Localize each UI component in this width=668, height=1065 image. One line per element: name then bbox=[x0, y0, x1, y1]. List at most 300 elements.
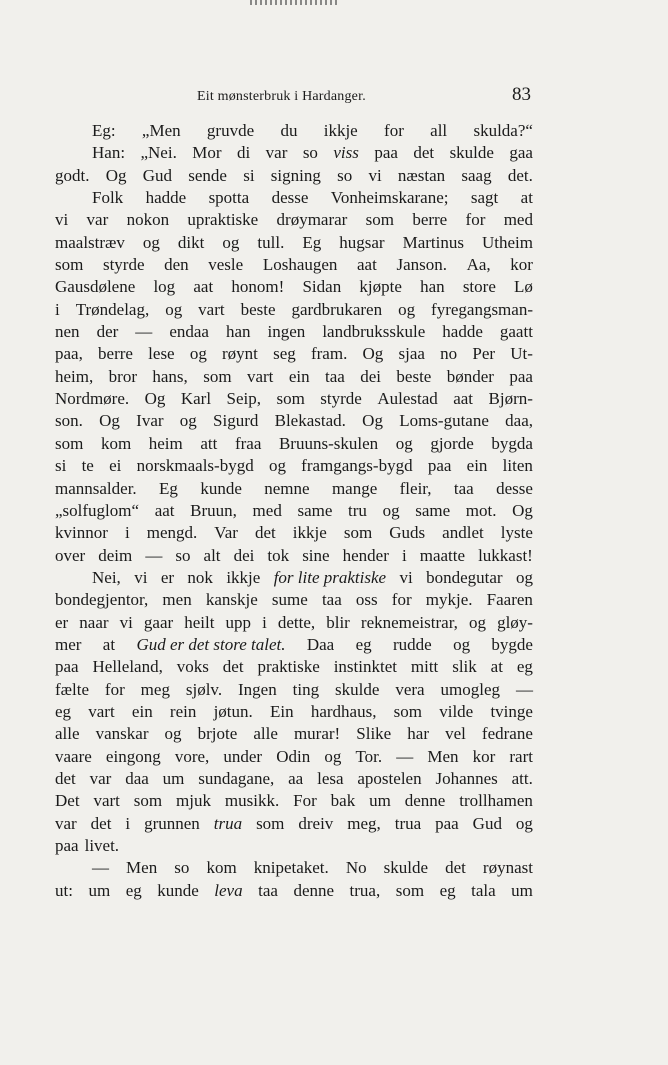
body-text bbox=[55, 120, 533, 902]
word: var bbox=[55, 813, 77, 833]
word: sende bbox=[188, 165, 227, 185]
word: hender bbox=[342, 545, 389, 565]
word: med bbox=[503, 210, 533, 230]
word: eg bbox=[439, 880, 456, 900]
text-line bbox=[55, 120, 533, 142]
word: dei bbox=[360, 366, 382, 386]
word: for bbox=[391, 590, 412, 610]
text-line bbox=[55, 813, 533, 835]
word: heim, bbox=[55, 366, 94, 386]
word: gaar bbox=[143, 612, 174, 632]
word: nokon bbox=[126, 210, 170, 230]
word: tru bbox=[348, 500, 367, 520]
text-line bbox=[55, 455, 533, 477]
word: honom! bbox=[231, 277, 285, 297]
word: og bbox=[395, 433, 413, 453]
word: um bbox=[88, 880, 111, 900]
word: meg, bbox=[347, 813, 381, 833]
word: vi bbox=[368, 165, 382, 185]
word: Loshaugen bbox=[262, 255, 338, 275]
word: Slike bbox=[356, 724, 392, 744]
text-line bbox=[55, 410, 533, 432]
word: rein bbox=[169, 701, 197, 721]
word: dikt bbox=[177, 232, 205, 252]
word: taa bbox=[325, 366, 345, 386]
word: vart bbox=[246, 366, 274, 386]
word: Sidan bbox=[302, 277, 342, 297]
word: det bbox=[55, 768, 76, 788]
text-line bbox=[55, 634, 533, 656]
word: at bbox=[520, 188, 533, 208]
word: ein bbox=[466, 456, 488, 476]
word: og bbox=[515, 567, 533, 587]
word: og bbox=[142, 232, 160, 252]
word: som bbox=[343, 523, 373, 543]
word: andlet bbox=[442, 523, 484, 543]
word: Trøndelag, bbox=[75, 299, 150, 319]
word: deim bbox=[98, 545, 133, 565]
word: blir bbox=[326, 612, 350, 632]
word: paa bbox=[55, 657, 79, 677]
word: og bbox=[164, 724, 182, 744]
word: Daa bbox=[306, 634, 335, 654]
word: næstan bbox=[397, 165, 446, 185]
word: Men bbox=[126, 858, 158, 878]
word: og bbox=[382, 500, 400, 520]
word: Han: bbox=[92, 143, 126, 163]
word: fedrane bbox=[481, 724, 533, 744]
word: praktiske bbox=[257, 657, 320, 677]
word: brjote bbox=[197, 724, 238, 744]
word: vi bbox=[134, 567, 148, 587]
word: og bbox=[268, 456, 286, 476]
word: bygde bbox=[491, 634, 533, 654]
word: over bbox=[55, 545, 86, 565]
text-line bbox=[55, 880, 533, 902]
word: sundagane, bbox=[198, 768, 275, 788]
word: Aulestad bbox=[377, 389, 438, 409]
word: um bbox=[369, 791, 391, 811]
word: so bbox=[175, 545, 191, 565]
word: vanskar bbox=[95, 724, 149, 744]
word: Og bbox=[362, 411, 383, 431]
word: som bbox=[203, 366, 232, 386]
scan-artifact bbox=[250, 0, 340, 5]
word: Nei, bbox=[92, 567, 121, 587]
word: sagt bbox=[470, 188, 499, 208]
text-line bbox=[55, 321, 533, 343]
word: Gausdølene bbox=[55, 277, 136, 297]
word: mot. bbox=[465, 500, 497, 520]
word: eg bbox=[355, 634, 372, 654]
word: vart bbox=[198, 299, 225, 319]
word: med bbox=[252, 500, 282, 520]
text-line bbox=[55, 165, 533, 187]
word: som bbox=[393, 701, 423, 721]
word: for bbox=[465, 210, 486, 230]
text-line bbox=[55, 388, 533, 410]
word: Guds bbox=[389, 523, 426, 543]
text-line bbox=[55, 276, 533, 298]
word: ingen bbox=[267, 322, 306, 342]
word: upraktiske bbox=[187, 210, 259, 230]
word: drøymarar bbox=[276, 210, 348, 230]
word: saag bbox=[461, 165, 492, 185]
text-line bbox=[55, 701, 533, 723]
word: alle bbox=[55, 724, 80, 744]
word: Per bbox=[472, 344, 496, 364]
word: vi bbox=[399, 567, 413, 587]
word: og bbox=[165, 299, 183, 319]
word: framgangs-bygd bbox=[301, 456, 413, 476]
word: det. bbox=[507, 165, 533, 185]
word: rudde bbox=[392, 634, 432, 654]
word: mitt bbox=[410, 657, 439, 677]
word: store bbox=[462, 277, 496, 297]
word: bondegjentor, bbox=[55, 590, 149, 610]
word: ut: bbox=[55, 880, 73, 900]
running-title: Eit mønsterbruk i Hardanger. bbox=[197, 89, 366, 104]
word: lesa bbox=[317, 768, 344, 788]
word: gløy- bbox=[497, 612, 533, 632]
word: — bbox=[92, 858, 109, 878]
text-line bbox=[55, 835, 533, 857]
word: var bbox=[89, 768, 112, 788]
word: att bbox=[200, 433, 218, 453]
word: aat bbox=[357, 255, 377, 275]
text-line bbox=[55, 679, 533, 701]
italic-word: for lite praktiske bbox=[273, 567, 387, 587]
word: kom bbox=[206, 858, 237, 878]
word: Blekastad. bbox=[274, 411, 346, 431]
word: mengd. bbox=[146, 523, 198, 543]
word: maatte bbox=[419, 545, 466, 565]
word: i bbox=[125, 813, 131, 833]
word: all bbox=[430, 121, 448, 140]
word: Og bbox=[512, 500, 533, 520]
word: Eg: bbox=[92, 121, 116, 140]
word: att. bbox=[511, 768, 533, 788]
word: so bbox=[337, 165, 353, 185]
word: Vonheimskarane; bbox=[330, 188, 449, 208]
word: kor bbox=[510, 255, 533, 275]
word: røynast bbox=[482, 858, 533, 878]
word: upp bbox=[225, 612, 252, 632]
word: for bbox=[104, 679, 125, 699]
word: vart bbox=[93, 791, 120, 811]
text-line bbox=[55, 790, 533, 812]
text-line bbox=[55, 612, 533, 634]
word: vi bbox=[119, 612, 133, 632]
word: hardhaus, bbox=[310, 701, 377, 721]
word: umogleg bbox=[440, 679, 501, 699]
word: du bbox=[280, 121, 298, 140]
word: hadde bbox=[442, 322, 483, 342]
word: denne bbox=[404, 791, 446, 811]
word: som bbox=[133, 791, 163, 811]
word: hadde bbox=[145, 188, 187, 208]
word: Tor. bbox=[355, 746, 383, 766]
word: men bbox=[162, 590, 192, 610]
word: Bruun, bbox=[190, 500, 237, 520]
word: han bbox=[420, 277, 445, 297]
word: Nordmøre. bbox=[55, 389, 130, 409]
word: vart bbox=[88, 701, 115, 721]
word: kunde bbox=[200, 478, 242, 498]
text-line bbox=[55, 500, 533, 522]
word: paa bbox=[435, 813, 459, 833]
word: heim bbox=[148, 433, 183, 453]
word: mjuk bbox=[176, 791, 211, 811]
word: gaa bbox=[509, 143, 533, 163]
word: og bbox=[398, 299, 416, 319]
word: Helleland, bbox=[92, 657, 163, 677]
word: Eg bbox=[159, 478, 178, 498]
word: det bbox=[445, 858, 466, 878]
word: gjorde bbox=[430, 433, 474, 453]
word: aat bbox=[453, 389, 474, 409]
text-line bbox=[55, 768, 533, 790]
word: gaatt bbox=[499, 322, 533, 342]
word: mykje. bbox=[425, 590, 473, 610]
word: spotta bbox=[208, 188, 250, 208]
text-line bbox=[55, 857, 533, 879]
word: „Men bbox=[141, 121, 181, 140]
italic-word: Gud er det store talet. bbox=[136, 634, 286, 654]
word: fram. bbox=[310, 344, 348, 364]
word: voks bbox=[176, 657, 209, 677]
word: Utheim bbox=[482, 232, 533, 252]
text-line bbox=[55, 187, 533, 209]
word: dette, bbox=[277, 612, 316, 632]
word: lyste bbox=[500, 523, 533, 543]
word: som bbox=[55, 255, 84, 275]
word: har bbox=[407, 724, 429, 744]
word: kvinnor bbox=[55, 523, 108, 543]
text-line bbox=[55, 567, 533, 589]
word: tok bbox=[267, 545, 290, 565]
word: der bbox=[96, 322, 119, 342]
word: — bbox=[396, 746, 414, 766]
word: Ut- bbox=[510, 344, 533, 364]
text-line bbox=[55, 343, 533, 365]
word: fleir, bbox=[399, 478, 432, 498]
word: Folk bbox=[92, 188, 124, 208]
word: musikk. bbox=[224, 791, 280, 811]
word: mannsalder. bbox=[55, 478, 137, 498]
word: Aa, bbox=[466, 255, 491, 275]
word: signing bbox=[270, 165, 321, 185]
word: kunde bbox=[157, 880, 199, 900]
word: taa bbox=[453, 478, 474, 498]
word: hugsar bbox=[339, 232, 385, 252]
word: eg bbox=[125, 880, 142, 900]
word: det bbox=[254, 523, 276, 543]
word: aat bbox=[154, 500, 175, 520]
word: vaare bbox=[55, 746, 92, 766]
word: godt. bbox=[55, 165, 90, 185]
text-line bbox=[55, 656, 533, 678]
word: ei bbox=[109, 456, 122, 476]
word: som bbox=[55, 433, 84, 453]
word: liten bbox=[502, 456, 533, 476]
word: Og bbox=[99, 411, 120, 431]
word: Martinus bbox=[402, 232, 464, 252]
word: vel bbox=[445, 724, 466, 744]
word: berre bbox=[98, 344, 133, 364]
word: trua, bbox=[349, 880, 381, 900]
word: eg bbox=[516, 657, 533, 677]
word: i bbox=[124, 523, 130, 543]
word: bondegutar bbox=[426, 567, 503, 587]
page-number: 83 bbox=[512, 84, 531, 105]
word: Det bbox=[55, 791, 80, 811]
word: som bbox=[256, 813, 285, 833]
word: denne bbox=[293, 880, 335, 900]
word: rart bbox=[509, 746, 533, 766]
word: kom bbox=[100, 433, 132, 453]
word: For bbox=[293, 791, 317, 811]
word: te bbox=[81, 456, 94, 476]
word: Bruuns-skulen bbox=[278, 433, 379, 453]
word: lukkast! bbox=[478, 545, 533, 565]
word: fælte bbox=[55, 679, 89, 699]
word: daa, bbox=[505, 411, 533, 431]
word: eingong bbox=[105, 746, 161, 766]
word: Ein bbox=[270, 701, 294, 721]
word: var bbox=[265, 143, 288, 163]
text-line bbox=[55, 522, 533, 544]
word: bygda bbox=[491, 433, 533, 453]
word: tvinge bbox=[490, 701, 533, 721]
word: som bbox=[276, 389, 305, 409]
italic-word: leva bbox=[214, 880, 243, 900]
word: er bbox=[55, 612, 69, 632]
word: hans, bbox=[152, 366, 188, 386]
word: Mor bbox=[192, 143, 222, 163]
word: berre bbox=[412, 210, 448, 230]
word: instinktet bbox=[333, 657, 397, 677]
word: paa, bbox=[55, 344, 83, 364]
word: Ingen bbox=[238, 679, 277, 699]
word: ikkje bbox=[292, 523, 327, 543]
word: oss bbox=[355, 590, 378, 610]
word: nok bbox=[187, 567, 213, 587]
word: dreiv bbox=[298, 813, 334, 833]
word: at bbox=[102, 634, 116, 654]
word: paa bbox=[374, 143, 398, 163]
word: alle bbox=[253, 724, 278, 744]
text-line bbox=[55, 142, 533, 164]
word: beste bbox=[240, 299, 276, 319]
word: under bbox=[223, 746, 263, 766]
word: paa bbox=[509, 366, 533, 386]
word: Og bbox=[362, 344, 384, 364]
word: „Nei. bbox=[140, 143, 177, 163]
word: ein bbox=[131, 701, 153, 721]
word: No bbox=[345, 858, 367, 878]
text-line bbox=[55, 254, 533, 276]
word: naar bbox=[79, 612, 109, 632]
word: Ivar bbox=[136, 411, 164, 431]
word: seg bbox=[273, 344, 296, 364]
word: Lø bbox=[514, 277, 533, 297]
word: skulda?“ bbox=[473, 121, 533, 140]
word: son. bbox=[55, 411, 83, 431]
text-line bbox=[55, 209, 533, 231]
word: norskmaals-bygd bbox=[136, 456, 254, 476]
word: ikkje bbox=[226, 567, 261, 587]
word: apostelen bbox=[357, 768, 422, 788]
word: daa bbox=[125, 768, 149, 788]
word: Odin bbox=[276, 746, 311, 766]
word: same bbox=[415, 500, 451, 520]
word: tala bbox=[471, 880, 496, 900]
word: kor bbox=[472, 746, 496, 766]
word: var bbox=[86, 210, 109, 230]
word: — bbox=[135, 322, 153, 342]
text-line bbox=[55, 478, 533, 500]
word: at bbox=[490, 657, 503, 677]
word: er bbox=[160, 567, 175, 587]
word: kanskje bbox=[205, 590, 258, 610]
italic-word: trua bbox=[213, 813, 243, 833]
word: di bbox=[236, 143, 251, 163]
word: gruvde bbox=[206, 121, 255, 140]
word: Loms-gutane bbox=[399, 411, 489, 431]
word: Seip, bbox=[226, 389, 262, 409]
word: som bbox=[365, 210, 394, 230]
word: og bbox=[222, 232, 240, 252]
word: i bbox=[401, 545, 407, 565]
word: røynt bbox=[222, 344, 258, 364]
word: kjøpte bbox=[359, 277, 402, 297]
text-line bbox=[55, 299, 533, 321]
word: si bbox=[55, 456, 67, 476]
word: landbruksskule bbox=[322, 322, 426, 342]
word: taa bbox=[258, 880, 278, 900]
word: og bbox=[453, 634, 471, 654]
word: murar! bbox=[293, 724, 341, 744]
word: um bbox=[162, 768, 185, 788]
word: fyregangsman- bbox=[431, 299, 533, 319]
word: livet. bbox=[84, 836, 120, 855]
word: beste bbox=[396, 366, 432, 386]
word: taa bbox=[321, 590, 342, 610]
word: so bbox=[174, 858, 190, 878]
word: jøtun. bbox=[213, 701, 253, 721]
word: sume bbox=[271, 590, 308, 610]
word: heilt bbox=[184, 612, 215, 632]
word: meg bbox=[140, 679, 170, 699]
word: han bbox=[225, 322, 251, 342]
word: tull. bbox=[257, 232, 285, 252]
word: ikkje bbox=[323, 121, 358, 140]
word: lese bbox=[148, 344, 175, 364]
word: Gud bbox=[472, 813, 502, 833]
text-line bbox=[55, 232, 533, 254]
word: Sigurd bbox=[213, 411, 259, 431]
word: slik bbox=[452, 657, 477, 677]
word: eg bbox=[55, 701, 72, 721]
word: knipetaket. bbox=[253, 858, 329, 878]
word: og bbox=[515, 813, 533, 833]
word: for bbox=[384, 121, 404, 140]
word: skulde bbox=[335, 679, 380, 699]
word: endaa bbox=[169, 322, 209, 342]
text-line bbox=[55, 545, 533, 567]
word: det bbox=[90, 813, 112, 833]
